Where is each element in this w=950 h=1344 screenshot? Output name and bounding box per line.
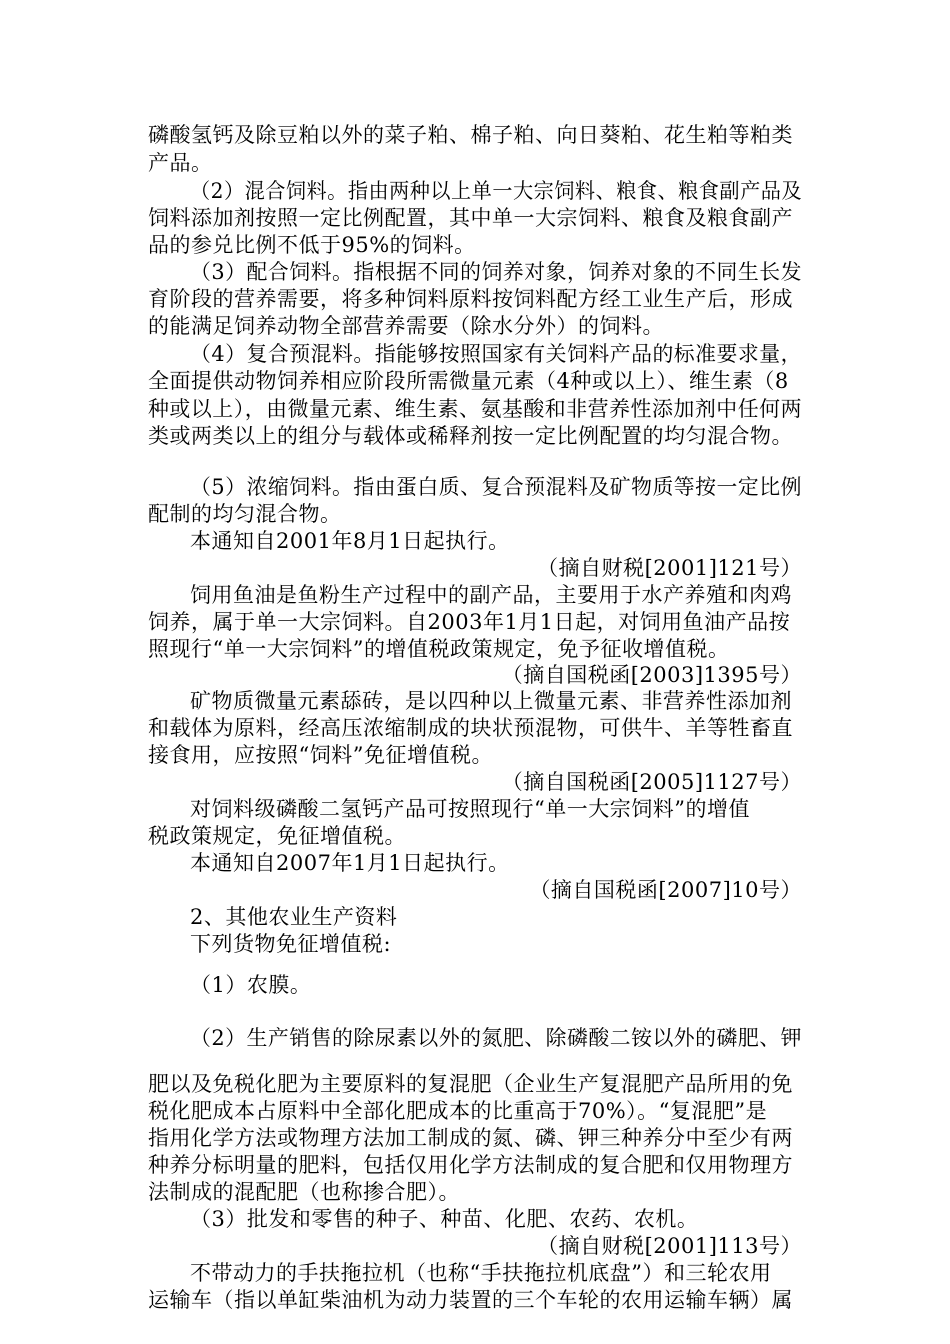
text-line: 税政策规定，免征增值税。 <box>148 824 406 848</box>
paragraph-start: 本通知自2001年8月1日起执行。 <box>190 529 510 553</box>
text-line: 种或以上），由微量元素、维生素、氨基酸和非营养性添加剂中任何两 <box>148 397 802 421</box>
text-line: 肥以及免税化肥为主要原料的复混肥（企业生产复混肥产品所用的免 <box>148 1072 793 1096</box>
text-line: 饲料添加剂按照一定比例配置，其中单一大宗饲料、粮食及粮食副产 <box>148 206 793 230</box>
paragraph-start: 饲用鱼油是鱼粉生产过程中的副产品，主要用于水产养殖和肉鸡 <box>190 583 792 607</box>
text-line: 接食用，应按照“饲料”免征增值税。 <box>148 743 493 767</box>
text-line: 配制的均匀混合物。 <box>148 502 342 526</box>
text-line: 运输车（指以单缸柴油机为动力装置的三个车轮的农用运输车辆）属 <box>148 1288 793 1312</box>
list-item: （1）农膜。 <box>190 973 312 997</box>
text-line: 税化肥成本占原料中全部化肥成本的比重高于70%）。“复混肥”是 <box>148 1099 768 1123</box>
source-citation: （摘自财税[2001]121号） <box>537 556 802 580</box>
text-line: 的能满足饲养动物全部营养需要（除水分外）的饲料。 <box>148 314 664 338</box>
source-citation: （摘自国税函[2003]1395号） <box>501 663 802 687</box>
paragraph-start: （5）浓缩饲料。指由蛋白质、复合预混料及矿物质等按一定比例 <box>190 475 802 499</box>
list-item: （3）批发和零售的种子、种苗、化肥、农药、农机。 <box>190 1207 699 1231</box>
paragraph-start: （3）配合饲料。指根据不同的饲养对象，饲养对象的不同生长发 <box>190 260 802 284</box>
text-line: 品的参兑比例不低于95%的饲料。 <box>148 233 476 257</box>
paragraph-start: 本通知自2007年1月1日起执行。 <box>190 851 510 875</box>
section-heading: 2、其他农业生产资料 <box>190 905 398 929</box>
text-line: 全面提供动物饲养相应阶段所需微量元素（4种或以上）、维生素（8 <box>148 369 789 393</box>
text-line: 种养分标明量的肥料，包括仅用化学方法制成的复合肥和仅用物理方 <box>148 1153 793 1177</box>
paragraph-start: 对饲料级磷酸二氢钙产品可按照现行“单一大宗饲料”的增值 <box>190 797 750 821</box>
source-citation: （摘自国税函[2007]10号） <box>529 878 802 902</box>
text-line: 类或两类以上的组分与载体或稀释剂按一定比例配置的均匀混合物。 <box>148 424 793 448</box>
text-line: 照现行“单一大宗饲料”的增值税政策规定，免予征收增值税。 <box>148 637 730 661</box>
text-line: 磷酸氢钙及除豆粕以外的菜子粕、棉子粕、向日葵粕、花生粕等粕类 <box>148 123 793 147</box>
source-citation: （摘自财税[2001]113号） <box>537 1234 802 1258</box>
text-line: 育阶段的营养需要，将多种饲料原料按饲料配方经工业生产后，形成 <box>148 287 793 311</box>
text-line: 下列货物免征增值税: <box>190 932 392 956</box>
text-line: 产品。 <box>148 151 213 175</box>
source-citation: （摘自国税函[2005]1127号） <box>501 770 802 794</box>
text-line: 和载体为原料，经高压浓缩制成的块状预混物，可供牛、羊等牲畜直 <box>148 716 793 740</box>
paragraph-start: （2）混合饲料。指由两种以上单一大宗饲料、粮食、粮食副产品及 <box>190 179 802 203</box>
paragraph-start: 不带动力的手扶拖拉机（也称“手扶拖拉机底盘”）和三轮农用 <box>190 1261 772 1285</box>
text-line: 指用化学方法或物理方法加工制成的氮、磷、钾三种养分中至少有两 <box>148 1126 793 1150</box>
text-line: 法制成的混配肥（也称掺合肥）。 <box>148 1180 460 1204</box>
paragraph-start: （4）复合预混料。指能够按照国家有关饲料产品的标准要求量， <box>190 342 802 366</box>
paragraph-start: 矿物质微量元素舔砖，是以四种以上微量元素、非营养性添加剂 <box>190 689 792 713</box>
list-item: （2）生产销售的除尿素以外的氮肥、除磷酸二铵以外的磷肥、钾 <box>190 1026 802 1050</box>
text-line: 饲养，属于单一大宗饲料。自2003年1月1日起，对饲用鱼油产品按 <box>148 610 791 634</box>
